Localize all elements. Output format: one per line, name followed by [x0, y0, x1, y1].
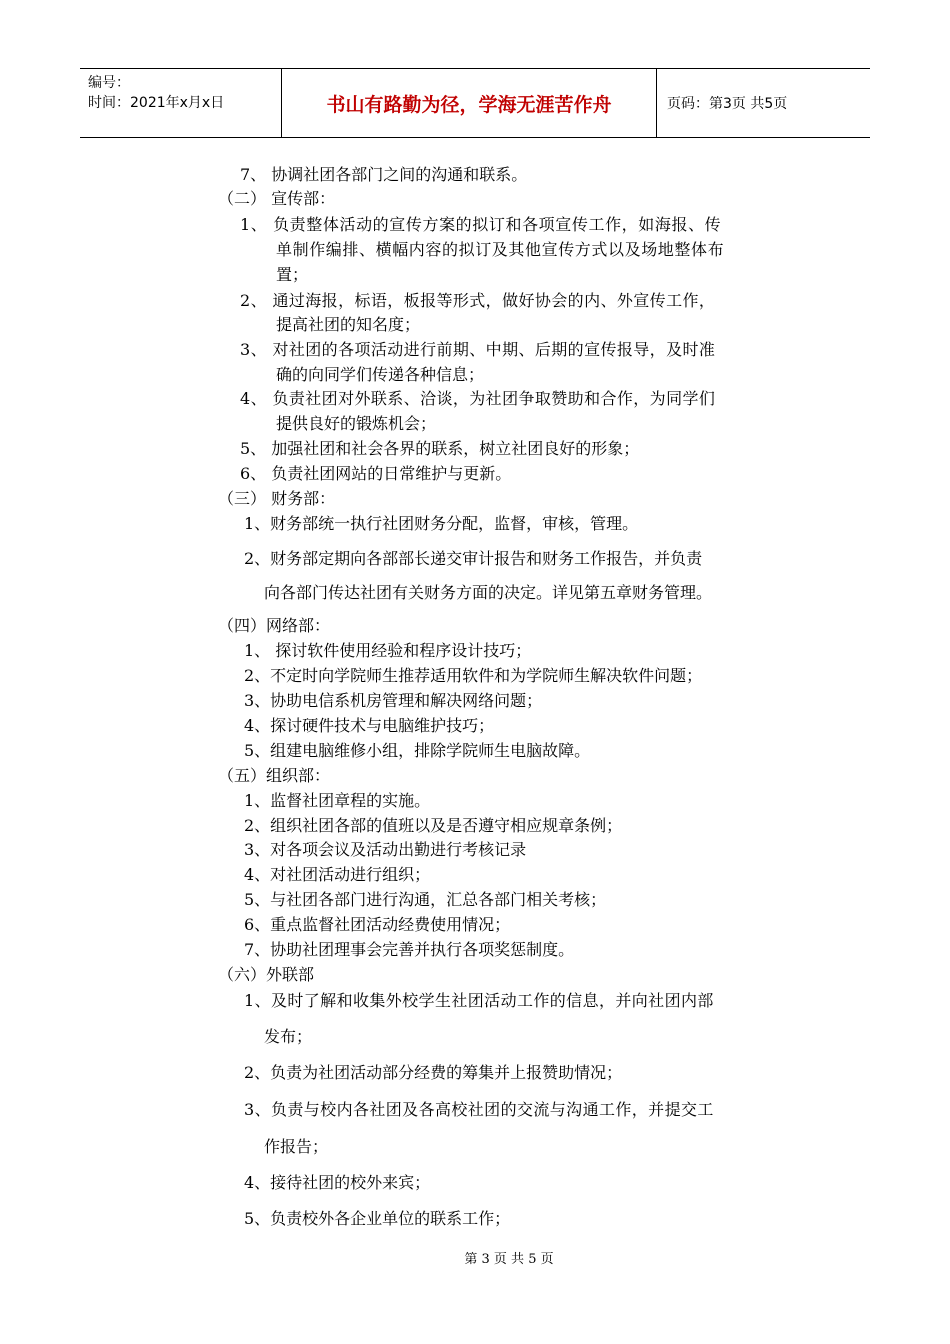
text-line: 发布；: [264, 1027, 313, 1046]
text-line: 1、财务部统一执行社团财务分配，监督，审核，管理。: [244, 514, 639, 533]
text-line: 确的向同学们传递各种信息；: [276, 365, 485, 384]
text-line: 2、不定时向学院师生推荐适用软件和为学院师生解决软件问题；: [244, 666, 703, 685]
text-line: 置；: [276, 265, 309, 284]
text-line: 5、与社团各部门进行沟通，汇总各部门相关考核；: [244, 890, 607, 909]
header-meta: [80, 69, 282, 137]
text-line: 1、 探讨软件使用经验和程序设计技巧；: [244, 641, 532, 660]
text-line: 2、负责为社团活动部分经费的筹集并上报赞助情况；: [244, 1063, 623, 1082]
section-heading: （五）组织部：: [218, 766, 331, 785]
text-line: 4、 负责社团对外联系、洽谈，为社团争取赞助和合作，为同学们: [240, 389, 716, 408]
text-line: 2、财务部定期向各部部长递交审计报告和财务工作报告，并负责: [244, 549, 703, 568]
text-line: 4、对社团活动进行组织；: [244, 865, 431, 884]
text-line: 7、协助社团理事会完善并执行各项奖惩制度。: [244, 940, 575, 959]
text-line: 1、监督社团章程的实施。: [244, 791, 431, 810]
text-line: 6、 负责社团网站的日常维护与更新。: [240, 464, 512, 483]
text-line: 向各部门传达社团有关财务方面的决定。详见第五章财务管理。: [264, 583, 713, 602]
header-date-label: 时间：2021年x月x日: [88, 95, 225, 111]
header-number-label: 编号：: [88, 75, 130, 91]
text-line: 5、组建电脑维修小组，排除学院师生电脑故障。: [244, 741, 591, 760]
text-line: 5、 加强社团和社会各界的联系，树立社团良好的形象；: [240, 439, 640, 458]
header-motto: 书山有路勤为径，学海无涯苦作舟: [282, 69, 657, 137]
text-line: 1、 负责整体活动的宣传方案的拟订和各项宣传工作，如海报、传: [240, 215, 722, 234]
section-heading: （六）外联部: [218, 965, 315, 984]
page-footer: 第 3 页 共 5 页: [464, 1252, 554, 1267]
text-line: 3、协助电信系机房管理和解决网络问题；: [244, 691, 543, 710]
text-line: 4、接待社团的校外来宾；: [244, 1173, 431, 1192]
text-line: 7、 协调社团各部门之间的沟通和联系。: [240, 165, 528, 184]
text-line: 3、负责与校内各社团及各高校社团的交流与沟通工作，并提交工: [244, 1100, 714, 1119]
text-line: 单制作编排、横幅内容的拟订及其他宣传方式以及场地整体布: [276, 240, 725, 259]
text-line: 2、组织社团各部的值班以及是否遵守相应规章条例；: [244, 816, 623, 835]
section-heading: （四）网络部：: [218, 616, 331, 635]
text-line: 提供良好的锻炼机会；: [276, 414, 437, 433]
text-line: 6、重点监督社团活动经费使用情况；: [244, 915, 511, 934]
text-line: 4、探讨硬件技术与电脑维护技巧；: [244, 716, 495, 735]
text-line: 5、负责校外各企业单位的联系工作；: [244, 1209, 511, 1228]
text-line: 2、 通过海报，标语，板报等形式，做好协会的内、外宣传工作，: [240, 291, 716, 310]
page-header: [80, 68, 870, 138]
text-line: 作报告；: [264, 1137, 329, 1156]
section-heading: （二） 宣传部：: [218, 189, 336, 208]
header-page-label: 页码：第3页 共5页: [667, 96, 788, 112]
text-line: 提高社团的知名度；: [276, 315, 421, 334]
section-heading: （三） 财务部：: [218, 489, 336, 508]
text-line: 3、对各项会议及活动出勤进行考核记录: [244, 840, 527, 859]
text-line: 3、 对社团的各项活动进行前期、中期、后期的宣传报导，及时准: [240, 340, 716, 359]
text-line: 1、及时了解和收集外校学生社团活动工作的信息，并向社团内部: [244, 991, 714, 1010]
